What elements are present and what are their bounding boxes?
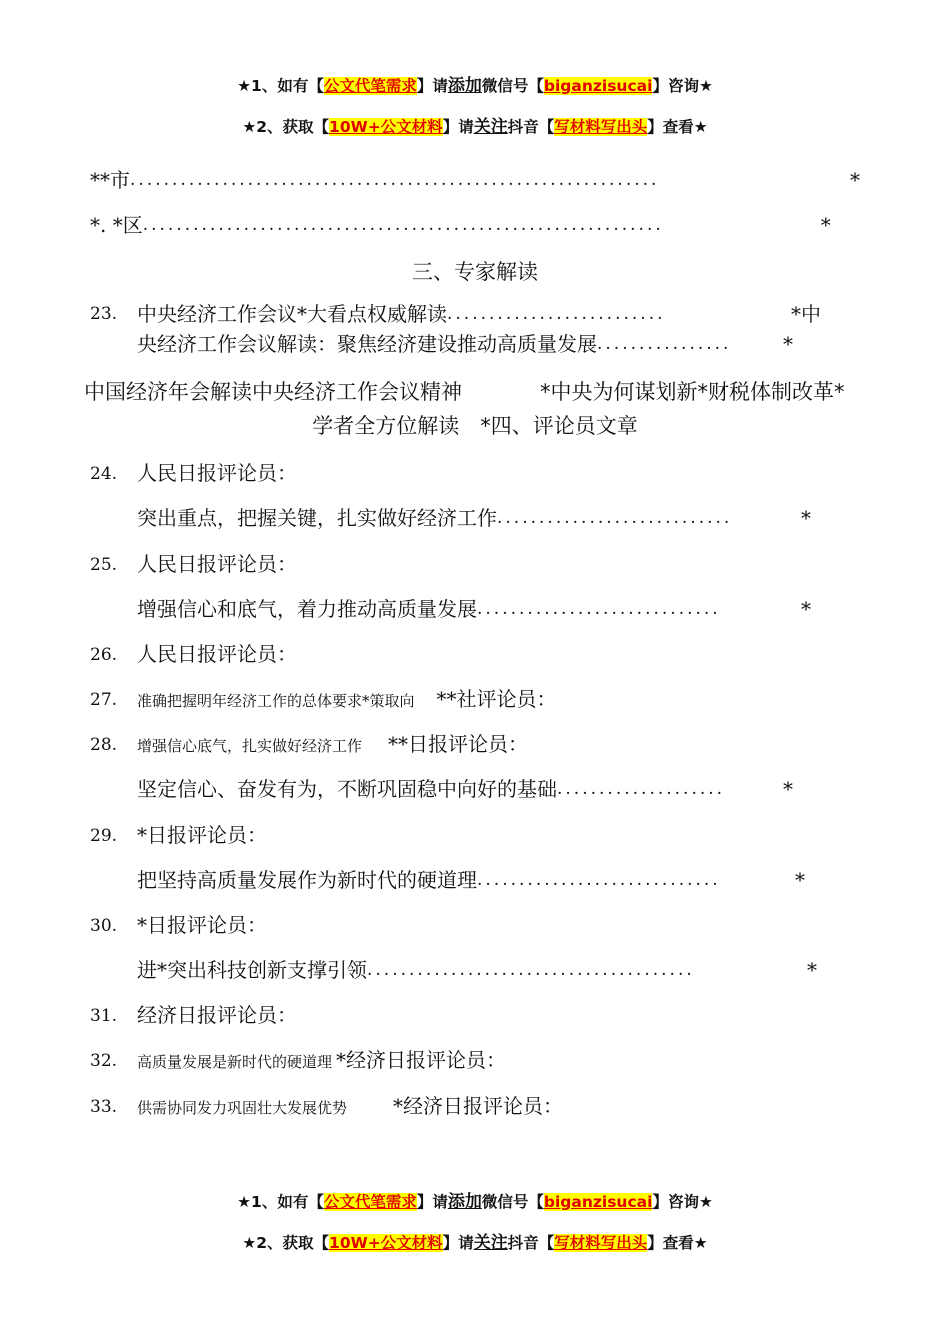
toc-entry-district[interactable]: *. *区.............................................................. * — [90, 213, 831, 237]
highlight-service: 公文代笔需求 — [323, 77, 417, 95]
toc-entry-30-title[interactable]: 进*突出科技创新支撑引领....................................... * — [137, 958, 817, 982]
underlined-add: 添加 — [447, 76, 482, 96]
underlined-follow: 关注 — [473, 1233, 508, 1253]
item-number: 28. — [90, 735, 118, 755]
item-number: 31. — [90, 1006, 118, 1026]
highlight-douyin-id: 写材料写出头 — [554, 118, 648, 136]
toc-entry-27[interactable]: 准确把握明年经济工作的总体要求*策取向 **社评论员： — [137, 687, 557, 711]
heading-economic-annual-meeting: 中国经济年会解读中央经济工作会议精神 — [84, 380, 462, 404]
highlight-wechat-id: biganzisucai — [543, 77, 653, 95]
highlight-service: 公文代笔需求 — [323, 1193, 417, 1211]
item-number: 23. — [90, 304, 118, 324]
toc-entry-23[interactable]: 中央经济工作会议*大看点权威解读.......................... *中 — [137, 302, 821, 326]
item-number: 26. — [90, 645, 118, 665]
promo-banner-line1: ★1、如有【公文代笔需求】请添加微信号【biganzisucai】咨询★ — [237, 76, 713, 96]
toc-entry-24-title[interactable]: 突出重点，把握关键，扎实做好经济工作............................ * — [137, 506, 811, 530]
item-number: 27. — [90, 690, 118, 710]
promo-banner-footer-line1: ★1、如有【公文代笔需求】请添加微信号【biganzisucai】咨询★ — [237, 1192, 713, 1212]
toc-entry-29[interactable]: *日报评论员： — [137, 823, 267, 847]
item-number: 33. — [90, 1097, 118, 1117]
toc-entry-30[interactable]: *日报评论员： — [137, 913, 267, 937]
toc-entry-26[interactable]: 人民日报评论员： — [137, 642, 297, 666]
toc-entry-25-title[interactable]: 增强信心和底气，着力推动高质量发展............................. * — [137, 597, 811, 621]
heading-commentators: 学者全方位解读 *四、评论员文章 — [312, 414, 638, 438]
toc-entry-24[interactable]: 人民日报评论员： — [137, 461, 297, 485]
heading-fiscal-reform: *中央为何谋划新*财税体制改革* — [540, 380, 845, 404]
promo-banner-footer-line2: ★2、获取【10W+公文材料】请关注抖音【写材料写出头】查看★ — [242, 1233, 708, 1253]
toc-entry-29-title[interactable]: 把坚持高质量发展作为新时代的硬道理............................. * — [137, 868, 805, 892]
toc-entry-32[interactable]: 高质量发展是新时代的硬道理 *经济日报评论员： — [137, 1048, 507, 1072]
section-heading-experts: 三、专家解读 — [412, 260, 538, 284]
item-number: 30. — [90, 916, 118, 936]
toc-entry-city[interactable]: **市............................................................... * — [90, 168, 860, 192]
item-number: 32. — [90, 1051, 118, 1071]
promo-banner-line2: ★2、获取【10W+公文材料】请关注抖音【写材料写出头】查看★ — [242, 117, 708, 137]
highlight-douyin-id: 写材料写出头 — [554, 1234, 648, 1252]
toc-entry-33[interactable]: 供需协同发力巩固壮大发展优势 *经济日报评论员： — [137, 1094, 564, 1118]
toc-entry-28-title[interactable]: 坚定信心、奋发有为，不断巩固稳中向好的基础.................... * — [137, 777, 793, 801]
toc-entry-23-continued[interactable]: 央经济工作会议解读：聚焦经济建设推动高质量发展................ * — [137, 332, 793, 356]
item-number: 29. — [90, 826, 118, 846]
toc-entry-31[interactable]: 经济日报评论员： — [137, 1003, 297, 1027]
highlight-materials: 10W+公文材料 — [329, 1234, 443, 1252]
highlight-wechat-id: biganzisucai — [543, 1193, 653, 1211]
underlined-follow: 关注 — [473, 117, 508, 137]
highlight-materials: 10W+公文材料 — [329, 118, 443, 136]
toc-entry-25[interactable]: 人民日报评论员： — [137, 552, 297, 576]
underlined-add: 添加 — [447, 1192, 482, 1212]
item-number: 24. — [90, 464, 118, 484]
item-number: 25. — [90, 555, 118, 575]
toc-entry-28[interactable]: 增强信心底气，扎实做好经济工作 **日报评论员： — [137, 732, 529, 756]
